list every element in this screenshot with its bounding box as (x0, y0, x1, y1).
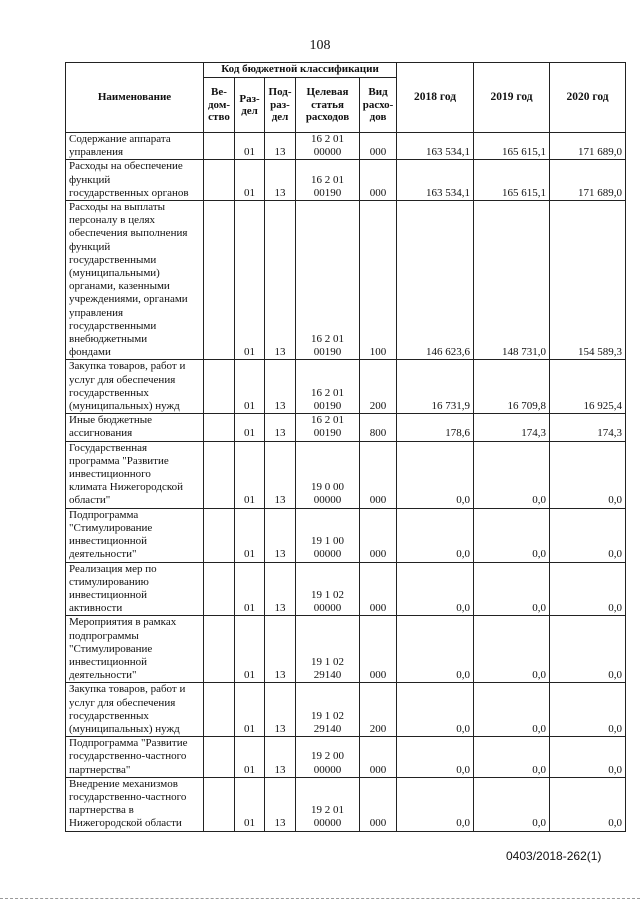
header-celevaya: Целевая статья расходов (296, 78, 360, 133)
row-vedomstvo (204, 508, 235, 562)
row-name: Иные бюджетные ассигнования (66, 414, 204, 441)
row-celevaya: 19 0 00 00000 (296, 441, 360, 508)
scan-edge-divider (0, 898, 640, 900)
row-celevaya: 19 1 02 29140 (296, 616, 360, 683)
row-2019: 165 615,1 (474, 160, 550, 201)
row-2018: 146 623,6 (397, 201, 474, 360)
table-row (66, 160, 626, 201)
row-2019: 148 731,0 (474, 201, 550, 360)
row-celevaya: 16 2 01 00190 (296, 360, 360, 414)
row-2018: 163 534,1 (397, 133, 474, 160)
table-row (66, 133, 626, 160)
row-vedomstvo (204, 441, 235, 508)
row-podrazdel: 13 (265, 683, 296, 737)
row-2019: 0,0 (474, 508, 550, 562)
row-razdel: 01 (235, 777, 265, 831)
row-name: Внедрение механизмов государственно-частного партнерства в Нижегородской области (66, 777, 204, 831)
row-2018: 0,0 (397, 441, 474, 508)
document-code: 0403/2018-262(1) (506, 849, 602, 863)
header-kbk: Код бюджетной классификации (204, 63, 397, 78)
row-vid: 200 (360, 683, 397, 737)
row-2019: 0,0 (474, 683, 550, 737)
row-razdel: 01 (235, 201, 265, 360)
row-celevaya: 19 2 00 00000 (296, 737, 360, 778)
row-podrazdel: 13 (265, 616, 296, 683)
row-vedomstvo (204, 737, 235, 778)
row-2018: 0,0 (397, 737, 474, 778)
budget-table (65, 62, 626, 832)
row-2018: 0,0 (397, 562, 474, 616)
row-vid: 000 (360, 133, 397, 160)
row-vid: 100 (360, 201, 397, 360)
row-celevaya: 19 1 02 29140 (296, 683, 360, 737)
row-name: Мероприятия в рамках подпрограммы "Стимулирование инвестиционной деятельности" (66, 616, 204, 683)
row-2018: 0,0 (397, 508, 474, 562)
row-2019: 165 615,1 (474, 133, 550, 160)
row-2019: 0,0 (474, 777, 550, 831)
row-2018: 163 534,1 (397, 160, 474, 201)
row-name: Реализация мер по стимулированию инвестиционной активности (66, 562, 204, 616)
row-celevaya: 19 1 00 00000 (296, 508, 360, 562)
row-razdel: 01 (235, 160, 265, 201)
row-2019: 0,0 (474, 441, 550, 508)
row-vedomstvo (204, 201, 235, 360)
row-name: Закупка товаров, работ и услуг для обеспечения государственных (муниципальных) нужд (66, 360, 204, 414)
row-vid: 200 (360, 360, 397, 414)
row-razdel: 01 (235, 562, 265, 616)
row-2020: 0,0 (550, 508, 626, 562)
row-celevaya: 19 2 01 00000 (296, 777, 360, 831)
table-row (66, 616, 626, 683)
row-vedomstvo (204, 683, 235, 737)
row-podrazdel: 13 (265, 160, 296, 201)
row-celevaya: 16 2 01 00190 (296, 201, 360, 360)
row-vedomstvo (204, 562, 235, 616)
table-row (66, 360, 626, 414)
row-name: Подпрограмма "Стимулирование инвестиционной деятельности" (66, 508, 204, 562)
row-2020: 0,0 (550, 777, 626, 831)
row-2020: 16 925,4 (550, 360, 626, 414)
row-name: Государственная программа "Развитие инвестиционного климата Нижегородской области" (66, 441, 204, 508)
row-vid: 000 (360, 616, 397, 683)
row-name: Содержание аппарата управления (66, 133, 204, 160)
row-2020: 0,0 (550, 562, 626, 616)
table-row (66, 683, 626, 737)
row-razdel: 01 (235, 360, 265, 414)
row-podrazdel: 13 (265, 441, 296, 508)
row-2019: 0,0 (474, 737, 550, 778)
row-2019: 0,0 (474, 616, 550, 683)
header-vedomstvo: Ве- дом- ство (204, 78, 235, 133)
row-razdel: 01 (235, 737, 265, 778)
header-vid: Вид расхо- дов (360, 78, 397, 133)
page-number: 108 (309, 38, 331, 53)
header-name: Наименование (66, 63, 204, 133)
row-2020: 0,0 (550, 616, 626, 683)
row-2019: 0,0 (474, 562, 550, 616)
row-name: Расходы на обеспечение функций государственных органов (66, 160, 204, 201)
row-2020: 171 689,0 (550, 133, 626, 160)
row-2018: 0,0 (397, 683, 474, 737)
table-row (66, 562, 626, 616)
row-razdel: 01 (235, 441, 265, 508)
row-podrazdel: 13 (265, 414, 296, 441)
header-2018: 2018 год (397, 63, 474, 133)
row-vedomstvo (204, 616, 235, 683)
row-vid: 000 (360, 737, 397, 778)
row-razdel: 01 (235, 414, 265, 441)
row-razdel: 01 (235, 616, 265, 683)
header-2020: 2020 год (550, 63, 626, 133)
row-vid: 000 (360, 562, 397, 616)
row-vedomstvo (204, 360, 235, 414)
row-celevaya: 19 1 02 00000 (296, 562, 360, 616)
table-row (66, 201, 626, 360)
row-vedomstvo (204, 160, 235, 201)
table-row (66, 777, 626, 831)
row-razdel: 01 (235, 508, 265, 562)
row-vedomstvo (204, 133, 235, 160)
table-row (66, 508, 626, 562)
row-2018: 0,0 (397, 616, 474, 683)
row-2018: 0,0 (397, 777, 474, 831)
row-2020: 171 689,0 (550, 160, 626, 201)
row-celevaya: 16 2 01 00190 (296, 414, 360, 441)
table-row (66, 737, 626, 778)
table-row (66, 414, 626, 441)
row-podrazdel: 13 (265, 133, 296, 160)
row-name: Подпрограмма "Развитие государственно-частного партнерства" (66, 737, 204, 778)
header-2019: 2019 год (474, 63, 550, 133)
header-podrazdel: Под- раз- дел (265, 78, 296, 133)
row-name: Закупка товаров, работ и услуг для обеспечения государственных (муниципальных) нужд (66, 683, 204, 737)
header-razdel: Раз- дел (235, 78, 265, 133)
table-row (66, 441, 626, 508)
row-podrazdel: 13 (265, 777, 296, 831)
row-podrazdel: 13 (265, 508, 296, 562)
row-vid: 000 (360, 160, 397, 201)
row-podrazdel: 13 (265, 737, 296, 778)
row-vid: 000 (360, 777, 397, 831)
row-podrazdel: 13 (265, 562, 296, 616)
row-vedomstvo (204, 414, 235, 441)
row-celevaya: 16 2 01 00190 (296, 160, 360, 201)
row-2019: 16 709,8 (474, 360, 550, 414)
row-podrazdel: 13 (265, 201, 296, 360)
row-name: Расходы на выплаты персоналу в целях обеспечения выполнения функций государственными (муниципальными) органами, казенными учреждениями, органами управления государственными внебюджетными фондами (66, 201, 204, 360)
row-2018: 178,6 (397, 414, 474, 441)
row-2019: 174,3 (474, 414, 550, 441)
row-vid: 800 (360, 414, 397, 441)
row-podrazdel: 13 (265, 360, 296, 414)
row-vedomstvo (204, 777, 235, 831)
row-2020: 154 589,3 (550, 201, 626, 360)
row-2020: 174,3 (550, 414, 626, 441)
row-razdel: 01 (235, 133, 265, 160)
row-razdel: 01 (235, 683, 265, 737)
row-celevaya: 16 2 01 00000 (296, 133, 360, 160)
row-2018: 16 731,9 (397, 360, 474, 414)
row-2020: 0,0 (550, 737, 626, 778)
row-vid: 000 (360, 441, 397, 508)
row-2020: 0,0 (550, 683, 626, 737)
row-vid: 000 (360, 508, 397, 562)
row-2020: 0,0 (550, 441, 626, 508)
